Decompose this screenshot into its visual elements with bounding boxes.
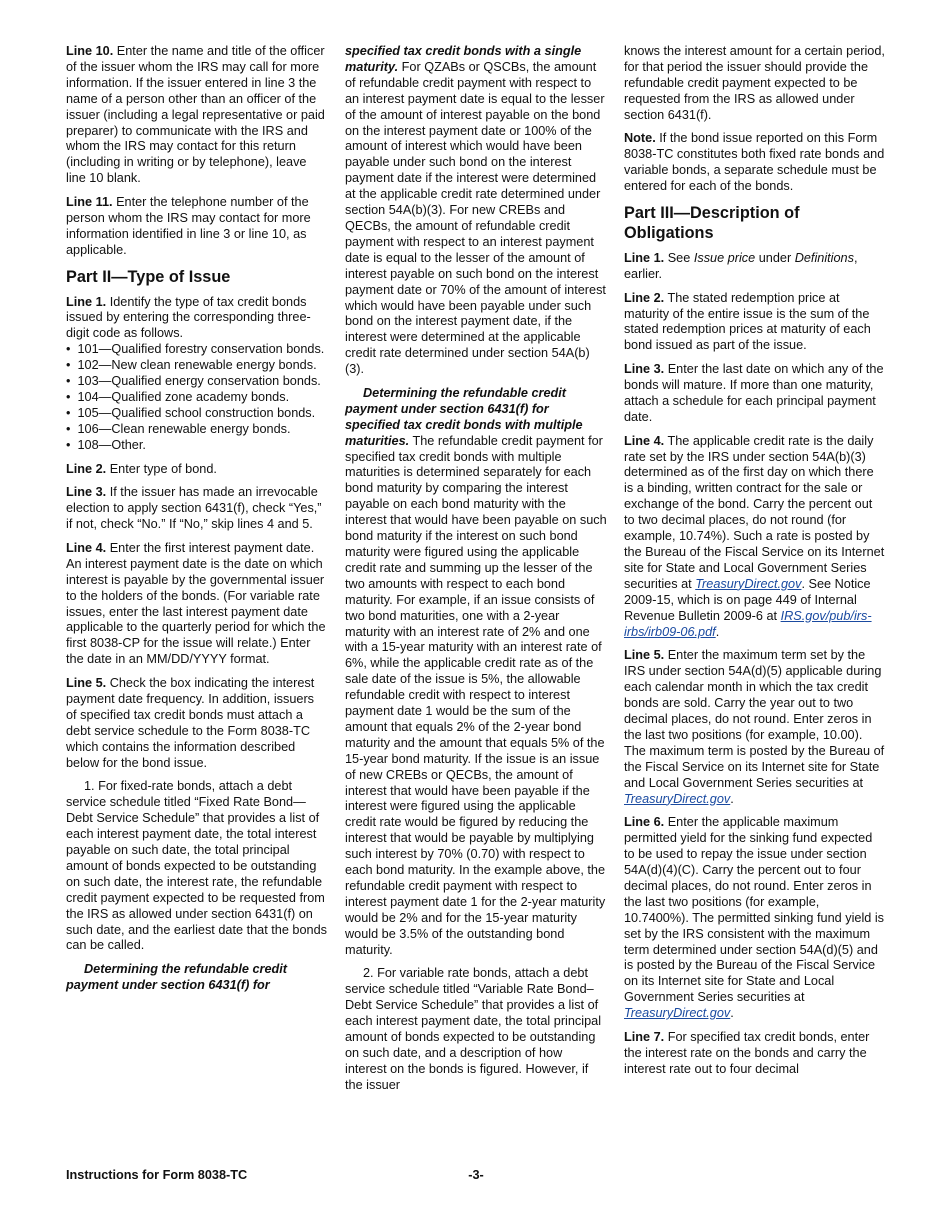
continuation-paragraph: knows the interest amount for a certain period, for that period the issuer should provide the refundable credit payment expected to be requested from the IRS as allowed under section 6431(f). [624, 44, 885, 122]
part3-line7-paragraph: Line 7. For specified tax credit bonds, enter the interest rate on the bonds and carry the interest rate out to four decimal [624, 1029, 870, 1076]
column-right [624, 44, 886, 1086]
list-item: • 102—New clean renewable energy bonds. [66, 358, 328, 374]
note-paragraph: Note. If the bond issue reported on this Form 8038-TC constitutes both fixed rate bonds and variable bonds, a separate schedule must be entered for each of the bonds. [624, 131, 885, 194]
part3-line3-paragraph: Line 3. Enter the last date on which any of the bonds will mature. If more than one maturity, attach a schedule for each principal payment date. [624, 362, 884, 424]
list-item: • 104—Qualified zone academy bonds. [66, 390, 328, 406]
part3-line1-paragraph: Line 1. See Issue price under Definitions, earlier. [624, 250, 858, 281]
single-maturity-paragraph: specified tax credit bonds with a single maturity. For QZABs or QSCBs, the amount of refundable credit payment with respect to an interest payment date is equal to the lesser of the amount of interest payable on the bond on the interest payment date or 100% of the amount of interest which would have been payable under such bond on the interest payment date if the interest were determined at the applicable credit rate determined under section 54A(b)(3). For new CREBs and QECBs, the amount of refundable credit payment with respect to an interest payment date is equal to the lesser of the amount of interest payable on such bond on the interest payment date or 70% of the amount of interest which would have been payable under such bond on the interest payment date, if the interest were determined at the applicable credit rate determined under section 54A(b)(3). [345, 44, 606, 377]
fixed-rate-item: 1. For fixed-rate bonds, attach a debt service schedule titled “Fixed Rate Bond—Debt Service Schedule” that provides a list of each interest payment date, the total interest payable on such date, the total principal amount of bonds expected to be outstanding on such date, the interest rate, the refundable credit payment expected to be requested from the IRS as allowed under section 6431(f) on such date, and the earliest date that the bonds can be called. [66, 779, 327, 953]
part2-line2-paragraph: Line 2. Enter type of bond. [66, 461, 217, 476]
column-middle [345, 44, 607, 1102]
list-item: • 106—Clean renewable energy bonds. [66, 422, 328, 438]
line11-paragraph: Line 11. Enter the telephone number of the person whom the IRS may contact for more information identified in line 3 or line 10, as applicable. [66, 195, 311, 257]
column-left [66, 44, 328, 1002]
part3-line4-paragraph: Line 4. The applicable credit rate is the daily rate set by the IRS under section 54A(b)(3) determined as of the first day on which there is a binding, written contract for the sale or exchange of the bond. Carry the percent out to two decimal places, do not round (for example, 10.74%). Such a rate is posted by the Bureau of the Fiscal Service on its Internet site for State and Local Government Series securities at TreasuryDirect.gov. See Notice 2009-15, which is on page 449 of Internal Revenue Bulletin 2009-6 at IRS.gov/pub/irs-irbs/irb09-06.pdf. [624, 433, 885, 639]
line10-paragraph: Line 10. Enter the name and title of the officer of the issuer whom the IRS may call for more information. If the issuer entered in line 3 the name of a person other than an officer of the issuer (including a legal representative or paid preparer) to communicate with the IRS and whom the IRS may contact for this return (including in writing or by telephone), leave line 10 blank. [66, 44, 325, 186]
list-item: • 103—Qualified energy conservation bonds. [66, 374, 328, 390]
determining-heading-start: Determining the refundable credit payment under section 6431(f) for [66, 962, 288, 993]
part3-line2-paragraph: Line 2. The stated redemption price at maturity of the entire issue is the sum of the stated redemption prices at maturity of each bond issued as part of the issue. [624, 290, 871, 353]
page-number: -3- [468, 1168, 484, 1182]
part3-line6-paragraph: Line 6. Enter the applicable maximum permitted yield for the sinking fund expected to be used to repay the issue under section 54A(d)(4)(C). Carry the percent out to four decimal places, do not round. Enter zeros in the last two positions (for example, 10.7400%). The permitted sinking fund yield is set by the IRS consistent with the maximum term determined under section 54A(d)(5) and is posted by the Bureau of the Fiscal Service on its Internet site for State and Local Government Series securities at TreasuryDirect.gov. [624, 815, 885, 1021]
part3-heading: Part III—Description of Obligations [624, 203, 800, 242]
part2-line4-paragraph: Line 4. Enter the first interest payment date. An interest payment date is the date on which interest is payable by the governmental issuer to the holders of the bonds. (For variable rate issues, enter the last interest payment date applicable to the quarterly period for which the first 8038-CP for the issue will relate.) Enter the date in an MM/DD/YYYY format. [66, 540, 326, 667]
part2-line5-paragraph: Line 5. Check the box indicating the interest payment date frequency. In addition, issuers of specified tax credit bonds must attach a debt service schedule to the Form 8038-TC which contains the information described below for the bond issue. [66, 676, 315, 770]
treasurydirect-link[interactable]: TreasuryDirect.gov [624, 1006, 731, 1021]
list-item: • 101—Qualified forestry conservation bonds. [66, 342, 328, 358]
treasurydirect-link[interactable]: TreasuryDirect.gov [624, 791, 731, 806]
list-item: • 105—Qualified school construction bonds. [66, 406, 328, 422]
treasurydirect-link[interactable]: TreasuryDirect.gov [695, 576, 802, 591]
part2-heading: Part II—Type of Issue [66, 267, 231, 286]
footer-title: Instructions for Form 8038-TC [66, 1168, 248, 1182]
variable-rate-item: 2. For variable rate bonds, attach a debt service schedule titled “Variable Rate Bond–Debt Service Schedule” that provides a list of each interest payment date, the total principal amount of bonds expected to be outstanding on such date, and a description of how interest on the bonds is figured. However, if the issuer [345, 966, 602, 1092]
list-item: • 108—Other. [66, 438, 328, 454]
part3-line5-paragraph: Line 5. Enter the maximum term set by the IRS under section 54A(d)(5) applicable during each calendar month in which the tax credit bonds are sold. Carry the year out to two decimal places, do not round. Enter zeros in the last two positions (for example, 10.00). The maximum term is posted by the Bureau of the Fiscal Service on its Internet site for State and Local Government Series securities at TreasuryDirect.gov. [624, 648, 885, 806]
part2-line1-paragraph: Line 1. Identify the type of tax credit bonds issued by entering the corresponding three-digit code as follows. [66, 294, 311, 341]
part2-line3-paragraph: Line 3. If the issuer has made an irrevocable election to apply section 6431(f), check “Yes,” if not, check “No.” If “No,” skip lines 4 and 5. [66, 485, 322, 532]
irb-pdf-link[interactable]: IRS.gov/pub/irs-irbs/irb09-06.pdf [624, 608, 872, 639]
multiple-maturities-paragraph: Determining the refundable credit payment under section 6431(f) for specified tax credit bonds with multiple maturities. The refundable credit payment for specified tax credit bonds with multiple maturities is determined separately for each bond maturity by comparing the interest payable on each bond maturity with the interest that would have been payable on such bond maturity if the interest on such bond maturity were figured using the applicable credit rate and summing up the lesser of the two amounts with respect to each bond maturity. For example, if an issue consists of two bond maturities, one with a 2-year maturity with an interest rate of 2% and one with a 15-year maturity with an interest rate of 6%, while the applicable credit rate as of the sale date of the issue is 5%, the allowable refundable credit with respect to interest payment date 1 would be the sum of the amount that equals 2% of the 2-year bond maturity and the amount that equals 5% of the 15-year bond maturity. If the issue is an issue of new CREBs or QECBs, the amount of interest that would have been payable if the interest were figured using the applicable credit rate would be figured by reducing the interest that would be payable by multiplying such interest by 70% (0.70) with respect to each bond maturity. In the example above, the refundable credit payment with respect to interest payment date 1 for the 2-year maturity would be 2% and for the 15-year maturity would be 3.5% of the outstanding bond maturity. [345, 385, 607, 957]
bond-code-list [66, 342, 328, 453]
